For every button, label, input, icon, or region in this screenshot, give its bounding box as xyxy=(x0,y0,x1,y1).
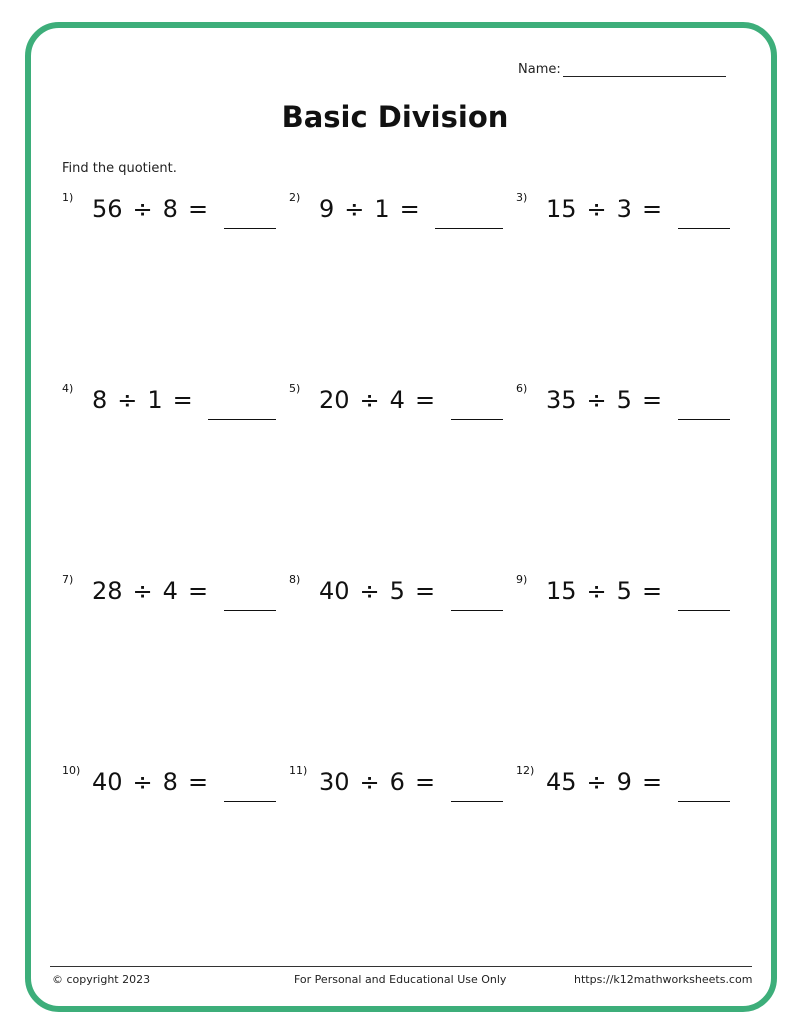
problem-1 xyxy=(62,191,288,231)
equals-sign: = xyxy=(641,195,663,223)
problem-number: 3) xyxy=(516,191,528,204)
dividend: 20 xyxy=(319,386,350,414)
problem-number: 4) xyxy=(62,382,74,395)
problem-7 xyxy=(62,573,288,613)
problem-12 xyxy=(516,764,742,804)
dividend: 35 xyxy=(546,386,577,414)
problem-number: 9) xyxy=(516,573,528,586)
divisor: 6 xyxy=(389,768,405,796)
problem-2 xyxy=(289,191,515,231)
problem-expression xyxy=(92,386,205,414)
answer-blank[interactable] xyxy=(678,609,730,611)
equals-sign: = xyxy=(414,386,436,414)
problem-number: 12) xyxy=(516,764,535,777)
problem-expression xyxy=(319,768,447,796)
divide-symbol: ÷ xyxy=(586,195,607,223)
problem-5 xyxy=(289,382,515,422)
dividend: 15 xyxy=(546,195,577,223)
answer-blank[interactable] xyxy=(451,800,503,802)
problem-expression xyxy=(319,195,432,223)
divide-symbol: ÷ xyxy=(359,768,380,796)
divide-symbol: ÷ xyxy=(586,768,607,796)
answer-blank[interactable] xyxy=(451,609,503,611)
equals-sign: = xyxy=(172,386,193,414)
problem-expression xyxy=(319,577,447,605)
dividend: 8 xyxy=(92,386,108,414)
answer-blank[interactable] xyxy=(435,227,503,229)
problem-expression xyxy=(546,768,674,796)
name-label: Name: xyxy=(518,62,561,77)
divide-symbol: ÷ xyxy=(359,386,380,414)
equals-sign: = xyxy=(641,768,663,796)
divide-symbol: ÷ xyxy=(132,768,153,796)
problem-expression xyxy=(546,195,674,223)
problem-number: 1) xyxy=(62,191,74,204)
divisor: 9 xyxy=(616,768,632,796)
problem-11 xyxy=(289,764,515,804)
equals-sign: = xyxy=(641,577,663,605)
problem-expression xyxy=(319,386,447,414)
equals-sign: = xyxy=(187,195,209,223)
answer-blank[interactable] xyxy=(224,609,276,611)
problem-number: 7) xyxy=(62,573,74,586)
name-blank-line[interactable] xyxy=(563,62,726,77)
equals-sign: = xyxy=(399,195,420,223)
equals-sign: = xyxy=(187,577,209,605)
answer-blank[interactable] xyxy=(224,800,276,802)
problem-9 xyxy=(516,573,742,613)
problem-8 xyxy=(289,573,515,613)
answer-blank[interactable] xyxy=(678,227,730,229)
equals-sign: = xyxy=(641,386,663,414)
dividend: 45 xyxy=(546,768,577,796)
answer-blank[interactable] xyxy=(451,418,503,420)
divisor: 4 xyxy=(389,386,405,414)
divisor: 8 xyxy=(162,195,178,223)
footer-use-notice: For Personal and Educational Use Only xyxy=(294,973,507,986)
problem-6 xyxy=(516,382,742,422)
divisor: 5 xyxy=(616,386,632,414)
divisor: 1 xyxy=(147,386,163,414)
divisor: 5 xyxy=(389,577,405,605)
answer-blank[interactable] xyxy=(224,227,276,229)
divide-symbol: ÷ xyxy=(359,577,380,605)
dividend: 30 xyxy=(319,768,350,796)
footer-copyright: © copyright 2023 xyxy=(52,973,151,986)
divisor: 3 xyxy=(616,195,632,223)
dividend: 56 xyxy=(92,195,123,223)
dividend: 40 xyxy=(92,768,123,796)
problem-number: 8) xyxy=(289,573,301,586)
page-title: Basic Division xyxy=(281,100,509,134)
problem-number: 5) xyxy=(289,382,301,395)
divisor: 1 xyxy=(374,195,390,223)
problem-expression xyxy=(546,577,674,605)
divide-symbol: ÷ xyxy=(586,386,607,414)
equals-sign: = xyxy=(414,577,436,605)
instructions: Find the quotient. xyxy=(62,161,177,176)
footer-divider xyxy=(50,966,752,967)
answer-blank[interactable] xyxy=(678,800,730,802)
problem-number: 10) xyxy=(62,764,81,777)
answer-blank[interactable] xyxy=(208,418,276,420)
problem-expression xyxy=(546,386,674,414)
dividend: 9 xyxy=(319,195,335,223)
problem-expression xyxy=(92,768,220,796)
divide-symbol: ÷ xyxy=(344,195,365,223)
dividend: 40 xyxy=(319,577,350,605)
divisor: 4 xyxy=(162,577,178,605)
answer-blank[interactable] xyxy=(678,418,730,420)
problem-4 xyxy=(62,382,288,422)
equals-sign: = xyxy=(414,768,436,796)
dividend: 28 xyxy=(92,577,123,605)
divide-symbol: ÷ xyxy=(132,195,153,223)
footer-url-link[interactable]: https://k12mathworksheets.com xyxy=(574,973,753,986)
divisor: 8 xyxy=(162,768,178,796)
problem-number: 11) xyxy=(289,764,308,777)
divide-symbol: ÷ xyxy=(117,386,138,414)
problem-expression xyxy=(92,195,220,223)
equals-sign: = xyxy=(187,768,209,796)
divide-symbol: ÷ xyxy=(132,577,153,605)
problem-10 xyxy=(62,764,288,804)
problem-3 xyxy=(516,191,742,231)
problem-number: 2) xyxy=(289,191,301,204)
name-field[interactable] xyxy=(518,62,726,77)
problem-number: 6) xyxy=(516,382,528,395)
dividend: 15 xyxy=(546,577,577,605)
divisor: 5 xyxy=(616,577,632,605)
problem-expression xyxy=(92,577,220,605)
divide-symbol: ÷ xyxy=(586,577,607,605)
